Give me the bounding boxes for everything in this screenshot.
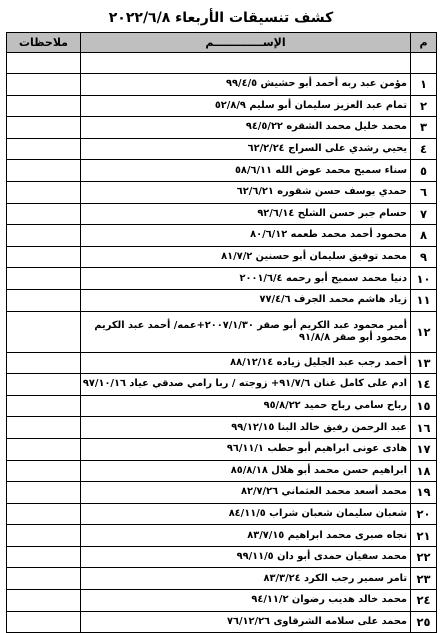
- row-number: ١٦: [411, 417, 437, 439]
- row-notes: [7, 289, 81, 311]
- row-name: ابراهيم حسن محمد أبو هلال ٨٥/٨/١٨: [81, 460, 411, 482]
- row-name: محمود أحمد محمد طعمه ٨٠/٦/١٢: [81, 225, 411, 247]
- blank-cell-number: [411, 53, 437, 74]
- row-number: ١١: [411, 289, 437, 311]
- row-number: ٢١: [411, 525, 437, 547]
- row-notes: [7, 438, 81, 460]
- blank-cell-name: [81, 53, 411, 74]
- row-number: ٢٤: [411, 590, 437, 612]
- table-row: [7, 246, 437, 268]
- row-name: أحمد رجب عبد الجليل زياده ٨٨/١٢/١٤: [81, 352, 411, 374]
- row-number: ١٠: [411, 268, 437, 290]
- blank-cell-notes: [7, 53, 81, 74]
- row-notes: [7, 546, 81, 568]
- table-row: [7, 138, 437, 160]
- row-name: يحيي رشدي على السراج ٦٢/٢/٢٤: [81, 138, 411, 160]
- row-notes: [7, 525, 81, 547]
- table-row: [7, 395, 437, 417]
- row-name: محمد على سلامه الشرقاوى ٧٦/١٢/٢٦: [81, 611, 411, 633]
- row-number: ٦: [411, 181, 437, 203]
- row-name: سناء سميح محمد عوض الله ٥٨/٦/١١: [81, 160, 411, 182]
- row-number: ٣: [411, 117, 437, 139]
- row-notes: [7, 352, 81, 374]
- row-name: شعبان سليمان شعبان شراب ٨٤/١١/٥: [81, 503, 411, 525]
- row-notes: [7, 160, 81, 182]
- row-name: محمد خالد هديب رضوان ٩٤/١١/٢: [81, 590, 411, 612]
- row-notes: [7, 95, 81, 117]
- table-row-blank: [7, 53, 437, 74]
- document-title: كشف تنسيقات الأربعاء ٢٠٢٢/٦/٨: [108, 10, 334, 26]
- table-row: [7, 568, 437, 590]
- row-name: محمد توفيق سليمان أبو حسنين ٨١/٧/٢: [81, 246, 411, 268]
- row-name: مؤمن عبد ربه أحمد أبو حشيش ٩٩/٤/٥: [81, 74, 411, 96]
- row-name: حمدي يوسف حسن شقوره ٦٢/٦/٢١: [81, 181, 411, 203]
- row-number: ٧: [411, 203, 437, 225]
- table-row: [7, 225, 437, 247]
- row-number: ٤: [411, 138, 437, 160]
- table-row: [7, 503, 437, 525]
- row-number: ١٨: [411, 460, 437, 482]
- table-row: [7, 525, 437, 547]
- row-number: ١٧: [411, 438, 437, 460]
- row-number: ١٩: [411, 482, 437, 504]
- row-name: تمام عبد العزيز سليمان أبو سليم ٥٢/٨/٩: [81, 95, 411, 117]
- table-row: [7, 181, 437, 203]
- row-name: دنيا محمد سميح أبو رحمه ٢٠٠١/٦/٤: [81, 268, 411, 290]
- row-name: عبد الرحمن رفيق خالد البنا ٩٩/١٢/١٥: [81, 417, 411, 439]
- table-row: [7, 117, 437, 139]
- row-name: محمد خليل محمد الشقره ٩٤/٥/٢٢: [81, 117, 411, 139]
- row-number: ١٣: [411, 352, 437, 374]
- row-name: محمد سفيان حمدى أبو دان ٩٩/١١/٥: [81, 546, 411, 568]
- roster-table: [6, 32, 437, 633]
- header-notes: ملاحظات: [7, 33, 81, 53]
- row-name: رباح سامي رباح حميد ٩٥/٨/٢٢: [81, 395, 411, 417]
- table-row: [7, 482, 437, 504]
- row-number: ٩: [411, 246, 437, 268]
- table-row: [7, 546, 437, 568]
- row-notes: [7, 225, 81, 247]
- row-number: ٢٣: [411, 568, 437, 590]
- row-name: تامر سمير رجب الكرد ٨٣/٣/٢٤: [81, 568, 411, 590]
- row-notes: [7, 568, 81, 590]
- table-row: [7, 311, 437, 352]
- row-notes: [7, 417, 81, 439]
- row-number: ٢٢: [411, 546, 437, 568]
- table-row: [7, 417, 437, 439]
- table-row: [7, 74, 437, 96]
- table-row: [7, 203, 437, 225]
- table-body: [7, 53, 437, 633]
- row-number: ١: [411, 74, 437, 96]
- table-row: [7, 438, 437, 460]
- row-name: زياد هاشم محمد الجرف ٧٧/٤/٦: [81, 289, 411, 311]
- row-notes: [7, 246, 81, 268]
- row-number: ٢٥: [411, 611, 437, 633]
- table-row: [7, 268, 437, 290]
- row-notes: [7, 138, 81, 160]
- table-row: [7, 374, 437, 396]
- table-row: [7, 352, 437, 374]
- header-name: الإســـــــــــــم: [81, 33, 411, 53]
- row-notes: [7, 268, 81, 290]
- row-notes: [7, 590, 81, 612]
- table-row: [7, 289, 437, 311]
- table-header-row: [7, 33, 437, 53]
- table-row: [7, 590, 437, 612]
- row-notes: [7, 482, 81, 504]
- row-notes: [7, 374, 81, 396]
- row-name: هادى عونى ابراهيم أبو حطب ٩٦/١١/١: [81, 438, 411, 460]
- row-name: نجاه صبرى محمد ابراهيم ٨٣/٧/١٥: [81, 525, 411, 547]
- row-number: ١٢: [411, 311, 437, 352]
- row-notes: [7, 460, 81, 482]
- table-row: [7, 611, 437, 633]
- row-number: ٢: [411, 95, 437, 117]
- row-name: محمد أسعد محمد العثماني ٨٢/٧/٢٦: [81, 482, 411, 504]
- row-name: حسام جبر حسن الشلح ٩٢/٦/١٤: [81, 203, 411, 225]
- table-row: [7, 95, 437, 117]
- row-name: أمير محمود عبد الكريم أبو صقر ٢٠٠٧/١/٣٠+عمه/ أحمد عبد الكريم محمود أبو صقر ٩١/٨/٨: [81, 311, 411, 352]
- row-notes: [7, 117, 81, 139]
- row-notes: [7, 611, 81, 633]
- row-name: ادم على كامل غنان ٩١/٧/٦+ زوجته / ربا رامي صدقي عياد ٩٧/١٠/١٦: [81, 374, 411, 396]
- row-number: ٥: [411, 160, 437, 182]
- row-number: ١٤: [411, 374, 437, 396]
- header-number: م: [411, 33, 437, 53]
- row-notes: [7, 74, 81, 96]
- row-notes: [7, 181, 81, 203]
- row-number: ١٥: [411, 395, 437, 417]
- row-number: ٨: [411, 225, 437, 247]
- row-notes: [7, 203, 81, 225]
- row-notes: [7, 395, 81, 417]
- row-notes: [7, 503, 81, 525]
- row-number: ٢٠: [411, 503, 437, 525]
- table-row: [7, 160, 437, 182]
- table-row: [7, 460, 437, 482]
- row-notes: [7, 311, 81, 352]
